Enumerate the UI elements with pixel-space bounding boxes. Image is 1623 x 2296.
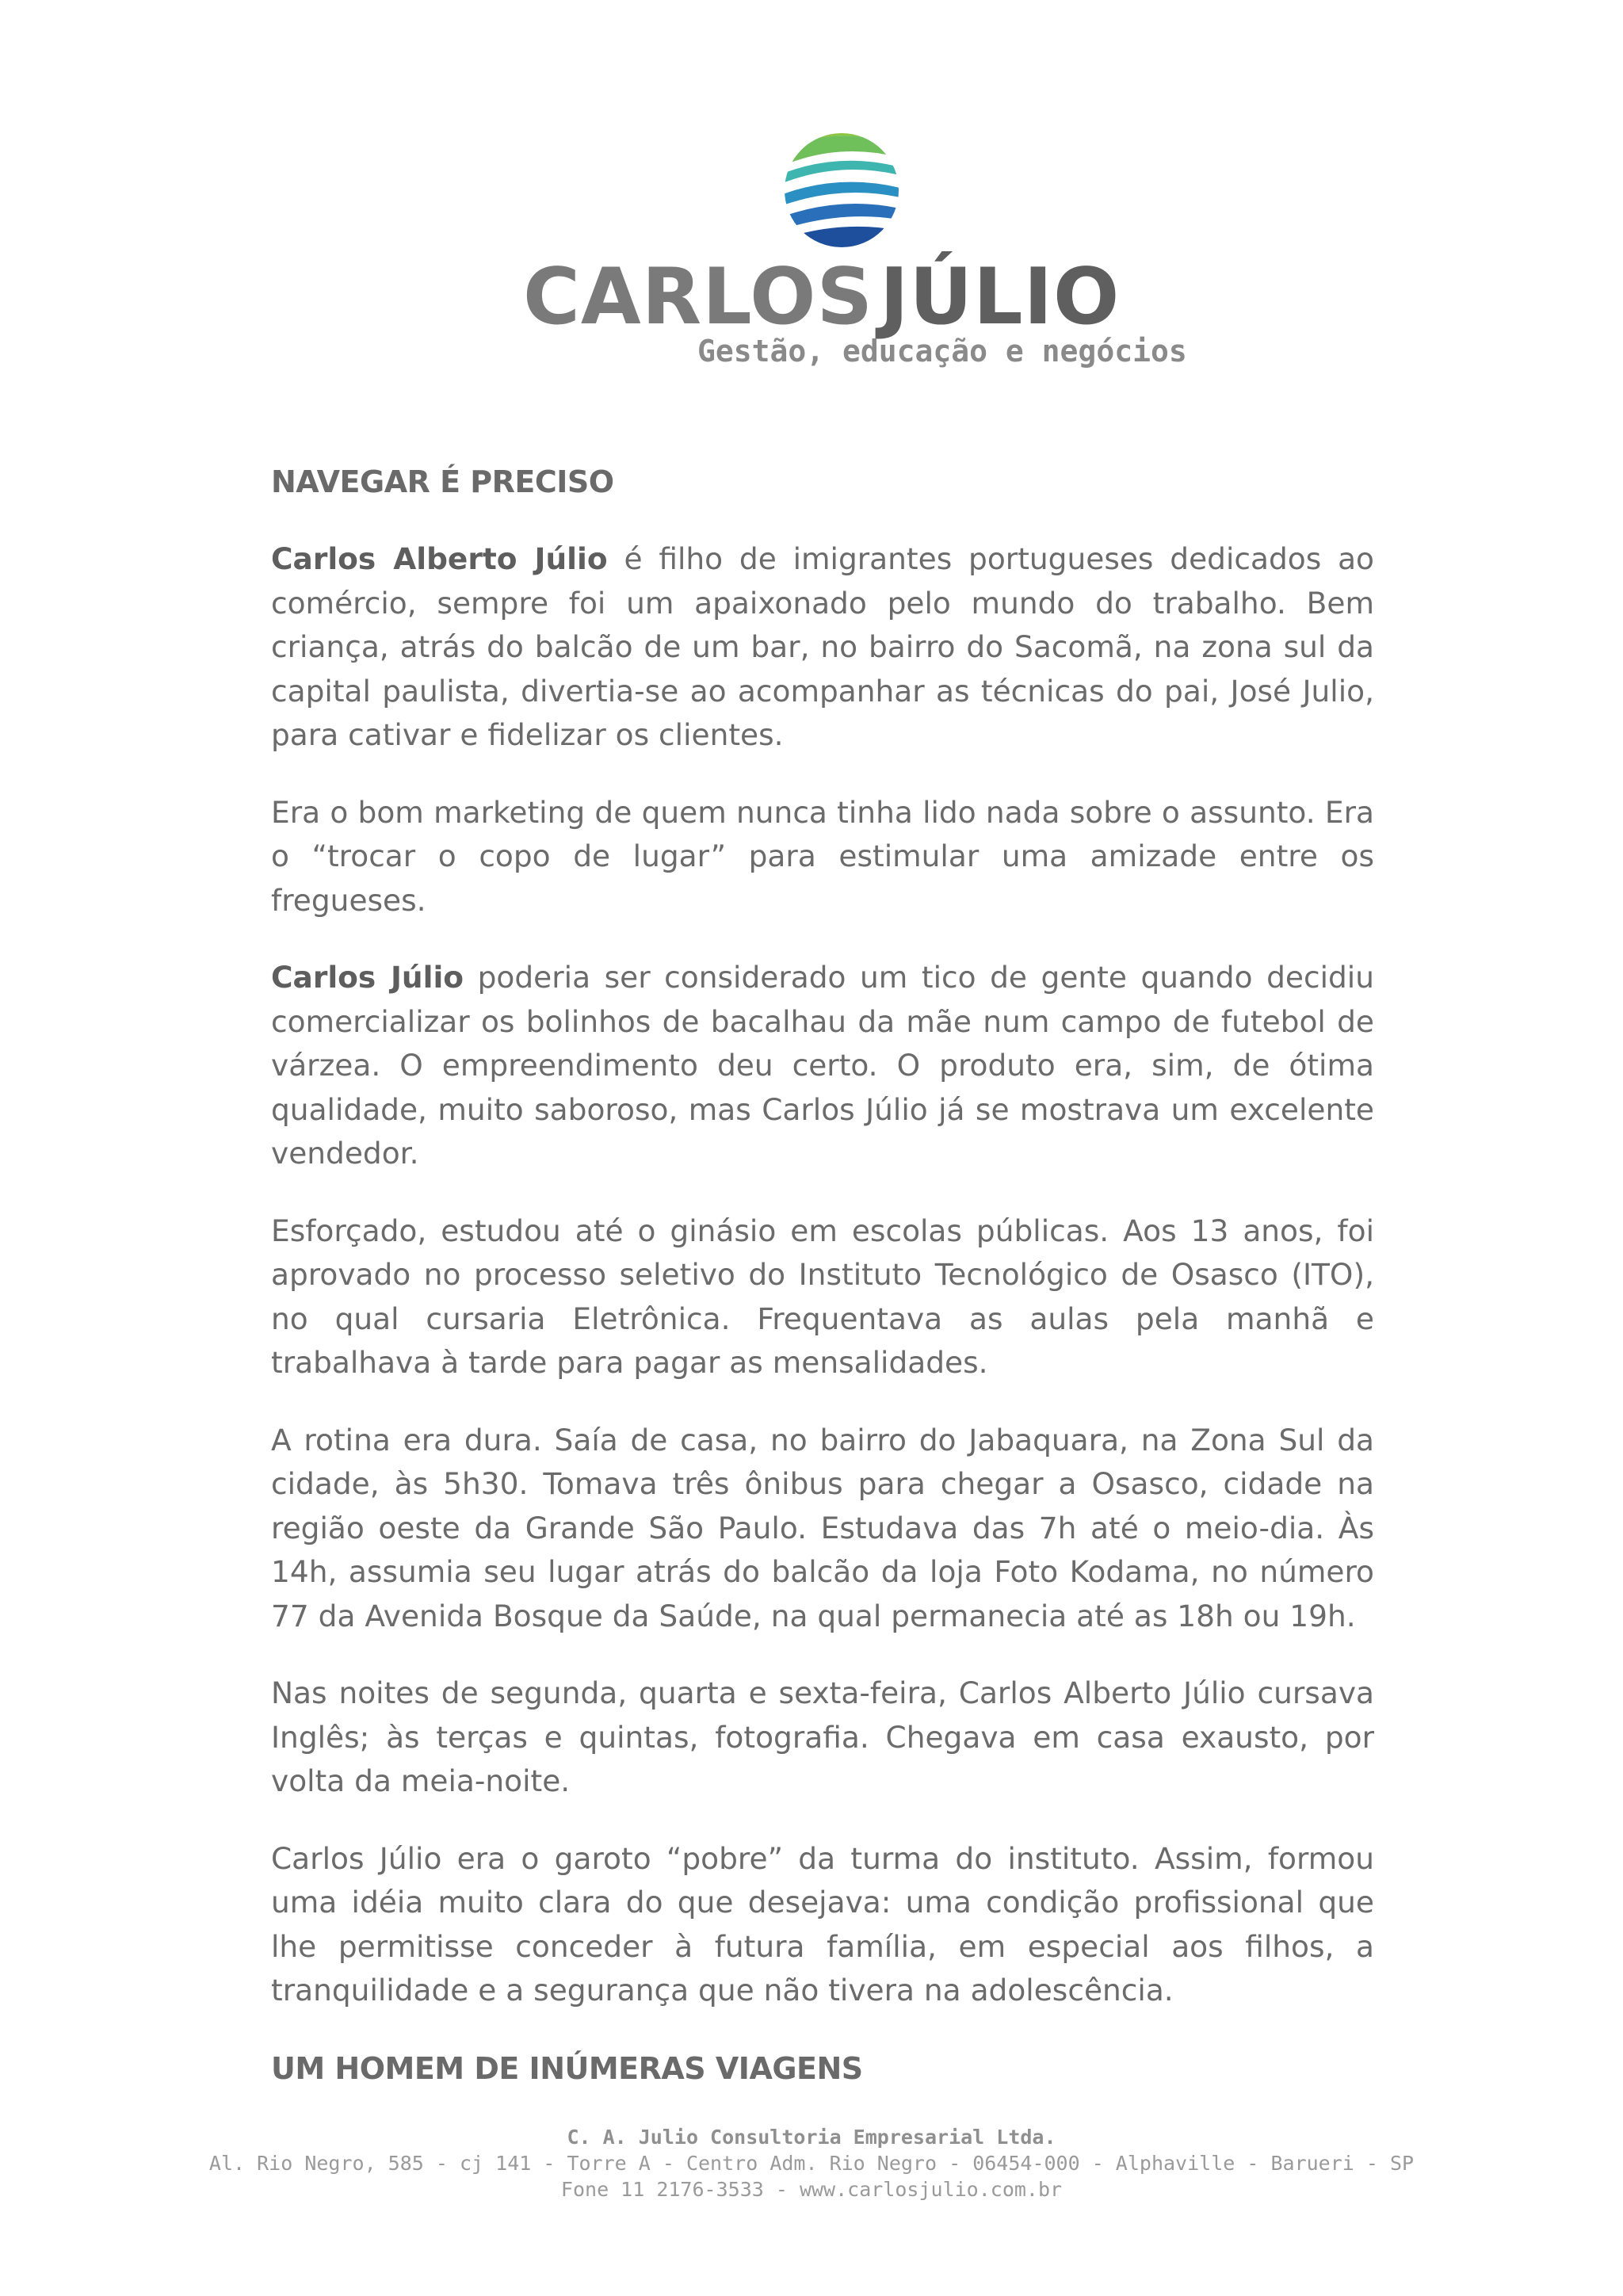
paragraph-1-text: é filho de imigrantes portugueses dedicados ao comércio, sempre foi um apaixonado pelo mundo do trabalho. Bem criança, atrás do balcão de um bar, no bairro do Sacomã, na zona sul da capital paulista, divertia-se ao acompanhar as técnicas do pai, José Julio, para cativar e fidelizar os clientes. (271, 541, 1375, 752)
paragraph-7: Carlos Júlio era o garoto “pobre” da turma do instituto. Assim, formou uma idéia muito clara do que desejava: uma condição profissional que lhe permitisse conceder à futura família, em especial aos filhos, a tranquilidade e a segurança que não tivera na adolescência. (271, 1840, 1374, 2008)
brand-tagline: Gestão, educação e negócios (697, 334, 1187, 369)
paragraph-3-text: poderia ser considerado um tico de gente quando decidiu comercializar os bolinhos de bacalhau da mãe num campo de futebol de várzea. O empreendimento deu certo. O produto era, sim, de ótima qualidade, muito saboroso, mas Carlos Júlio já se mostrava um excelente vendedor. (271, 960, 1374, 1171)
paragraph-3 (271, 956, 1374, 1176)
paragraph-1-bold: Carlos Alberto Júlio (271, 541, 608, 576)
footer-contact: Fone 11 2176-3533 - www.carlosjulio.com.br (560, 2178, 1063, 2201)
paragraph-3-bold: Carlos Júlio (271, 960, 464, 995)
company-logo (0, 119, 1623, 380)
brand-name (523, 252, 1121, 342)
article-body (271, 460, 1374, 2124)
footer-company: C. A. Julio Consultoria Empresarial Ltda. (567, 2126, 1056, 2149)
paragraph-2: Era o bom marketing de quem nunca tinha lido nada sobre o assunto. Era o “trocar o copo de lugar” para estimular uma amizade entre os fregueses. (271, 794, 1374, 918)
globe-logo-icon (781, 127, 903, 250)
section-heading-navegar: NAVEGAR É PRECISO (271, 464, 614, 499)
section-heading-viagens: UM HOMEM DE INÚMERAS VIAGENS (271, 2050, 863, 2086)
paragraph-4: Esforçado, estudou até o ginásio em escolas públicas. Aos 13 anos, foi aprovado no processo seletivo do Instituto Tecnológico de Osasco (ITO), no qual cursaria Eletrônica. Frequentava as aulas pela manhã e trabalhava à tarde para pagar as mensalidades. (271, 1213, 1374, 1380)
paragraph-1 (271, 537, 1374, 758)
brand-name-last: JÚLIO (880, 252, 1121, 342)
paragraph-6: Nas noites de segunda, quarta e sexta-feira, Carlos Alberto Júlio cursava Inglês; às terças e quintas, fotografia. Chegava em casa exausto, por volta da meia-noite. (271, 1675, 1374, 1798)
page-footer (0, 2124, 1623, 2202)
paragraph-5: A rotina era dura. Saía de casa, no bairro do Jabaquara, na Zona Sul da cidade, às 5h30. Tomava três ônibus para chegar a Osasco, cidade na região oeste da Grande São Paulo. Estudava das 7h até o meio-dia. Às 14h, assumia seu lugar atrás do balcão da loja Foto Kodama, no número 77 da Avenida Bosque da Saúde, na qual permanecia até as 18h ou 19h. (271, 1422, 1374, 1633)
brand-name-first: CARLOS (523, 252, 874, 342)
footer-address: Al. Rio Negro, 585 - cj 141 - Torre A - Centro Adm. Rio Negro - 06454-000 - Alphaville - Barueri - SP (208, 2152, 1415, 2175)
